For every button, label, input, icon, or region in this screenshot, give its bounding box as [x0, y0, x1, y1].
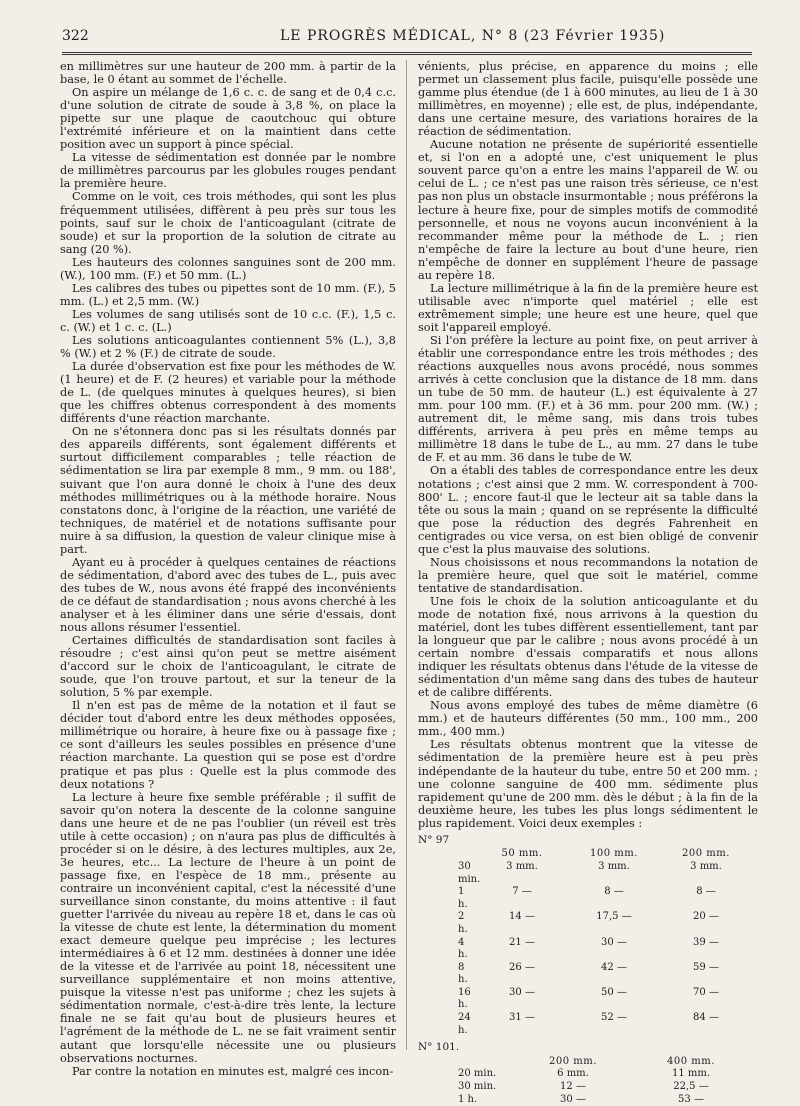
left-paragraph: La vitesse de sédimentation est donnée par le nombre de millimètres parcourus par les globules rouges pendant la première heure. [60, 151, 396, 191]
table-row [418, 1094, 758, 1106]
left-paragraph: On ne s'étonnera donc pas si les résultats donnés par des appareils différents, sont également différents et surtout difficilement comparables ; telle réaction de sédimentation se lira par exemple 8 mm., 9 mm. ou 188', suivant que l'on aura donné le choix à l'une des deux méthodes millimétriques ou à la méthode horaire. Nous constatons donc, à l'origine de la réaction, une variété de techniques, de matériel et de notations suffisante pour nuire à sa diffusion, la question de valeur clinique mise à part. [60, 425, 396, 556]
table-row [418, 886, 758, 911]
left-paragraph: Les volumes de sang utilisés sont de 10 c.c. (F.), 1,5 c. c. (W.) et 1 c. c. (L.) [60, 307, 396, 334]
table-cell: 30 min. [458, 1081, 497, 1093]
table-cell: 22,5 — [673, 1081, 709, 1093]
table-header-cell: 200 mm. [682, 848, 730, 860]
left-paragraph: Par contre la notation en minutes est, malgré ces incon- [72, 1064, 394, 1078]
table-cell: 1 h. [458, 886, 468, 910]
table-cell: 3 mm. [598, 860, 630, 872]
table-cell: 16 h. [458, 986, 471, 1011]
left-paragraph: Comme on le voit, ces trois méthodes, qui sont les plus fréquemment utilisées, diffèrent à peu près sur tous les points, sauf sur le choix de l'anticoagulant (citrate de soude) et sur la proportion de la solution de citrate au sang (20 %). [60, 190, 396, 256]
right-paragraph: La lecture millimétrique à la fin de la première heure est utilisable avec n'importe quel matériel ; elle est extrêmement simple; une heure est une heure, quel que soit l'appareil employé. [418, 281, 758, 334]
right-paragraph: Une fois le choix de la solution anticoagulante et du mode de notation fixé, nous arrivons à la question du matériel, dont les tubes diffèrent essentiellement, tant par la longueur que par le calibre ; nous avons procédé à un certain nombre d'essais comparatifs et nous allons indiquer les résultats obtenus dans l'étude de la vitesse de sédimentation d'un même sang dans des tubes de hauteur et de calibre différents. [418, 594, 758, 700]
table-header-cell [418, 848, 476, 861]
table-cell: 30 — [601, 936, 627, 948]
table-cell: 17,5 — [596, 911, 632, 923]
right-paragraph: Aucune notation ne présente de supériorité essentielle et, si l'on en a adopté une, c'est uniquement le plus souvent parce qu'on a entre les mains l'appareil de W. ou celui de L. ; ce n'est pas une raison très sérieuse, ce n'est pas non plus un obstacle insurmontable ; nous préférons la lecture à heure fixe, pour de simples motifs de commodité personnelle, et nous ne voyons aucun inconvénient à la recommander même pour la méthode de L. ; rien n'empêche de faire la lecture au bout d'une heure, rien n'empêche de donner en supplément l'heure de passage au repère 18. [418, 138, 758, 282]
table-header-cell: 200 mm. [549, 1055, 597, 1067]
left-paragraph: Les calibres des tubes ou pipettes sont de 10 mm. (F.), 5 mm. (L.) et 2,5 mm. (W.) [60, 281, 396, 308]
table-no-97 [418, 834, 758, 1038]
table-cell: 24 h. [458, 1012, 471, 1036]
table-cell: 20 — [693, 911, 719, 923]
left-paragraph: Certaines difficultés de standardisation sont faciles à résoudre ; c'est ainsi qu'on peut se mettre aisément d'accord sur le choix de l'anticoagulant, le citrate de soude, que l'on trouve partout, et sur la teneur de la solution, 5 % par exemple. [60, 634, 396, 700]
table-row [418, 962, 758, 987]
left-paragraph: La lecture à heure fixe semble préférable ; il suffit de savoir qu'on notera la descente de la colonne sanguine dans une heure et de ne pas l'oublier (un réveil est très utile à cette occasion) ; on n'aura pas plus de difficultés à procéder si on le désire, à des lectures multiples, aux 2e, 3e heures, etc... La lecture de l'heure à un point de passage fixe, en l'espèce de 18 mm., présente au contraire un inconvénient capital, c'est la nécessité d'une surveillance sinon constante, du moins attentive : il faut guetter l'arrivée du niveau au repère 18 et, dans le cas où la vitesse de chute est lente, la détermination du moment exact demeure quelque peu imprécise ; les lectures intermédiaires à 6 et 12 mm. destinées à donner une idée de la vitesse et de l'arrivée au point 18, nécessitent une surveillance supplémentaire et non moins attentive, puisque la vitesse n'est pas uniforme ; chez les sujets à sédimentation normale, c'est-à-dire très lente, la lecture finale ne se fait qu'au bout de plusieurs heures et l'agrément de la méthode de L. ne se fait vraiment sentir autant que lorsqu'elle nécessite une ou plusieurs observations nocturnes. [60, 790, 396, 1065]
table-cell: 21 — [509, 936, 535, 948]
page-header [62, 28, 750, 48]
table-label: N° 101. [418, 1041, 460, 1054]
right-paragraph: Nous avons employé des tubes de même diamètre (6 mm.) et de hauteurs différentes (50 mm., 100 mm., 200 mm., 400 mm.) [418, 699, 758, 739]
table-row [418, 1081, 758, 1094]
table-cell: 1 h. [458, 1093, 478, 1105]
table-header-row [418, 848, 758, 861]
left-paragraph: en millimètres sur une hauteur de 200 mm. à partir de la base, le 0 étant au sommet de l'échelle. [60, 60, 396, 87]
table-cell: 30 min. [458, 860, 481, 885]
table-cell: 53 — [678, 1093, 704, 1105]
table-row [418, 937, 758, 962]
table-row [418, 1012, 758, 1037]
table-cell: 20 min. [458, 1068, 497, 1080]
table-cell: 70 — [693, 986, 719, 998]
table-cell: 31 — [509, 1012, 535, 1024]
table-header-cell: 400 mm. [667, 1055, 715, 1067]
table-cell: 12 — [560, 1081, 586, 1093]
table-header-cell: 50 mm. [501, 848, 543, 860]
left-column [60, 60, 396, 1078]
right-paragraph: Les résultats obtenus montrent que la vitesse de sédimentation de la première heure est à peu près indépendante de la hauteur du tube, entre 50 et 200 mm. ; une colonne sanguine de 400 mm. sédimente plus rapidement qu'une de 200 mm. dès le début ; à la fin de la deuxième heure, les tubes les plus longs sédimentent le plus rapidement. Voici deux exemples : [418, 738, 758, 830]
table-cell: 59 — [693, 961, 719, 973]
journal-title: LE PROGRÈS MÉDICAL, N° 8 (23 Février 1935) [280, 28, 666, 44]
table-row [418, 911, 758, 936]
right-column-text [418, 60, 758, 830]
table-row [418, 861, 758, 886]
table-row [418, 987, 758, 1012]
table-cell: 4 h. [458, 936, 468, 961]
left-paragraph: Les hauteurs des colonnes sanguines sont de 200 mm. (W.), 100 mm. (F.) et 50 mm. (L.) [60, 255, 396, 282]
table-row [418, 1068, 758, 1081]
table-no-101 [418, 1041, 758, 1106]
table-cell: 26 — [509, 961, 535, 973]
right-paragraph: vénients, plus précise, en apparence du moins ; elle permet un classement plus facile, puisqu'elle possède une gamme plus étendue (de 1 à 600 minutes, au lieu de 1 à 30 millimètres, en moyenne) ; elle est, de plus, indépendante, dans une certaine mesure, des variations horaires de la réaction de sédimentation. [418, 60, 758, 139]
left-paragraph: La durée d'observation est fixe pour les méthodes de W. (1 heure) et de F. (2 heures) et variable pour la méthode de L. (de quelques minutes à quelques heures), si bien que les chiffres obtenus correspondent à des moments différents d'une réaction marchante. [60, 360, 396, 426]
table-cell: 8 — [604, 886, 624, 898]
header-rule [62, 52, 752, 55]
left-paragraph: Il n'en est pas de même de la notation et il faut se décider tout d'abord entre les deux méthodes opposées, millimétrique ou horaire, à heure fixe ou à passage fixe ; ce sont d'ailleurs les seules possibles en présence d'une réaction marchante. La question qui se pose est d'ordre pratique et pas plus : Quelle est la plus commode des deux notations ? [60, 699, 396, 791]
table-cell: 84 — [693, 1012, 719, 1024]
table-cell: 30 — [509, 986, 535, 998]
left-paragraph: On aspire un mélange de 1,6 c. c. de sang et de 0,4 c.c. d'une solution de citrate de soude à 3,8 %, on place la pipette sur une plaque de caoutchouc qui obture l'extrémité inférieure et on la maintient dans cette position avec un support à pince spécial. [60, 86, 396, 152]
left-paragraph: Les solutions anticoagulantes contiennent 5% (L.), 3,8 % (W.) et 2 % (F.) de citrate de soude. [60, 333, 396, 361]
table-cell: 3 mm. [690, 860, 722, 872]
table-cell: 6 mm. [557, 1068, 589, 1080]
right-paragraph: Nous choisissons et nous recommandons la notation de la première heure, quel que soit le matériel, comme tentative de standardisation. [418, 555, 758, 595]
table-header-row [418, 1056, 758, 1069]
table-cell: 7 — [512, 886, 532, 898]
right-paragraph: On a établi des tables de correspondance entre les deux notations ; c'est ainsi que 2 mm. W. correspondent à 700-800' L. ; encore faut-il que le lecteur ait sa table dans la tête ou sous la main ; quand on se représente la difficulté que pose la réduction des degrés Fahrenheit en centigrades ou vice versa, on est bien obligé de convenir que c'est la plus mauvaise des solutions. [418, 464, 758, 556]
table-cell: 50 — [601, 986, 627, 998]
table-header-cell [418, 1056, 514, 1069]
right-paragraph: Si l'on préfère la lecture au point fixe, on peut arriver à établir une correspondance entre les trois méthodes ; des réactions auxquelles nous avons procédé, nous sommes arrivés à cette conclusion que la distance de 18 mm. dans un tube de 50 mm. de hauteur (L.) est équivalente à 27 mm. pour 100 mm. (F.) et à 36 mm. pour 200 mm. (W.) ; autrement dit, le même sang, mis dans trois tubes différents, arrivera à peu près en même temps au millimètre 18 dans le tube de L., au mm. 27 dans le tube de F. et au mm. 36 dans le tube de W. [418, 333, 758, 465]
right-column [418, 60, 758, 1106]
table-cell: 8 — [696, 886, 716, 898]
column-divider [406, 60, 407, 1050]
table-label: N° 97 [418, 833, 450, 846]
table-cell: 42 — [601, 961, 627, 973]
table-cell: 3 mm. [506, 860, 538, 872]
table-cell: 8 h. [458, 961, 468, 986]
table-cell: 52 — [601, 1012, 627, 1024]
table-cell: 14 — [509, 911, 535, 923]
table-cell: 2 h. [458, 911, 468, 935]
table-header-cell: 100 mm. [590, 848, 638, 860]
table-cell: 39 — [693, 936, 719, 948]
page-number: 322 [62, 28, 89, 44]
left-paragraph: Ayant eu à procéder à quelques centaines de réactions de sédimentation, d'abord avec des tubes de L., puis avec des tubes de W., nous avons été frappé des inconvénients de ce défaut de standardisation ; nous avons cherché à les analyser et à les éliminer dans une série d'essais, dont nous allons résumer l'essentiel. [60, 555, 396, 635]
table-cell: 30 — [560, 1093, 586, 1105]
table-cell: 11 mm. [671, 1068, 711, 1080]
